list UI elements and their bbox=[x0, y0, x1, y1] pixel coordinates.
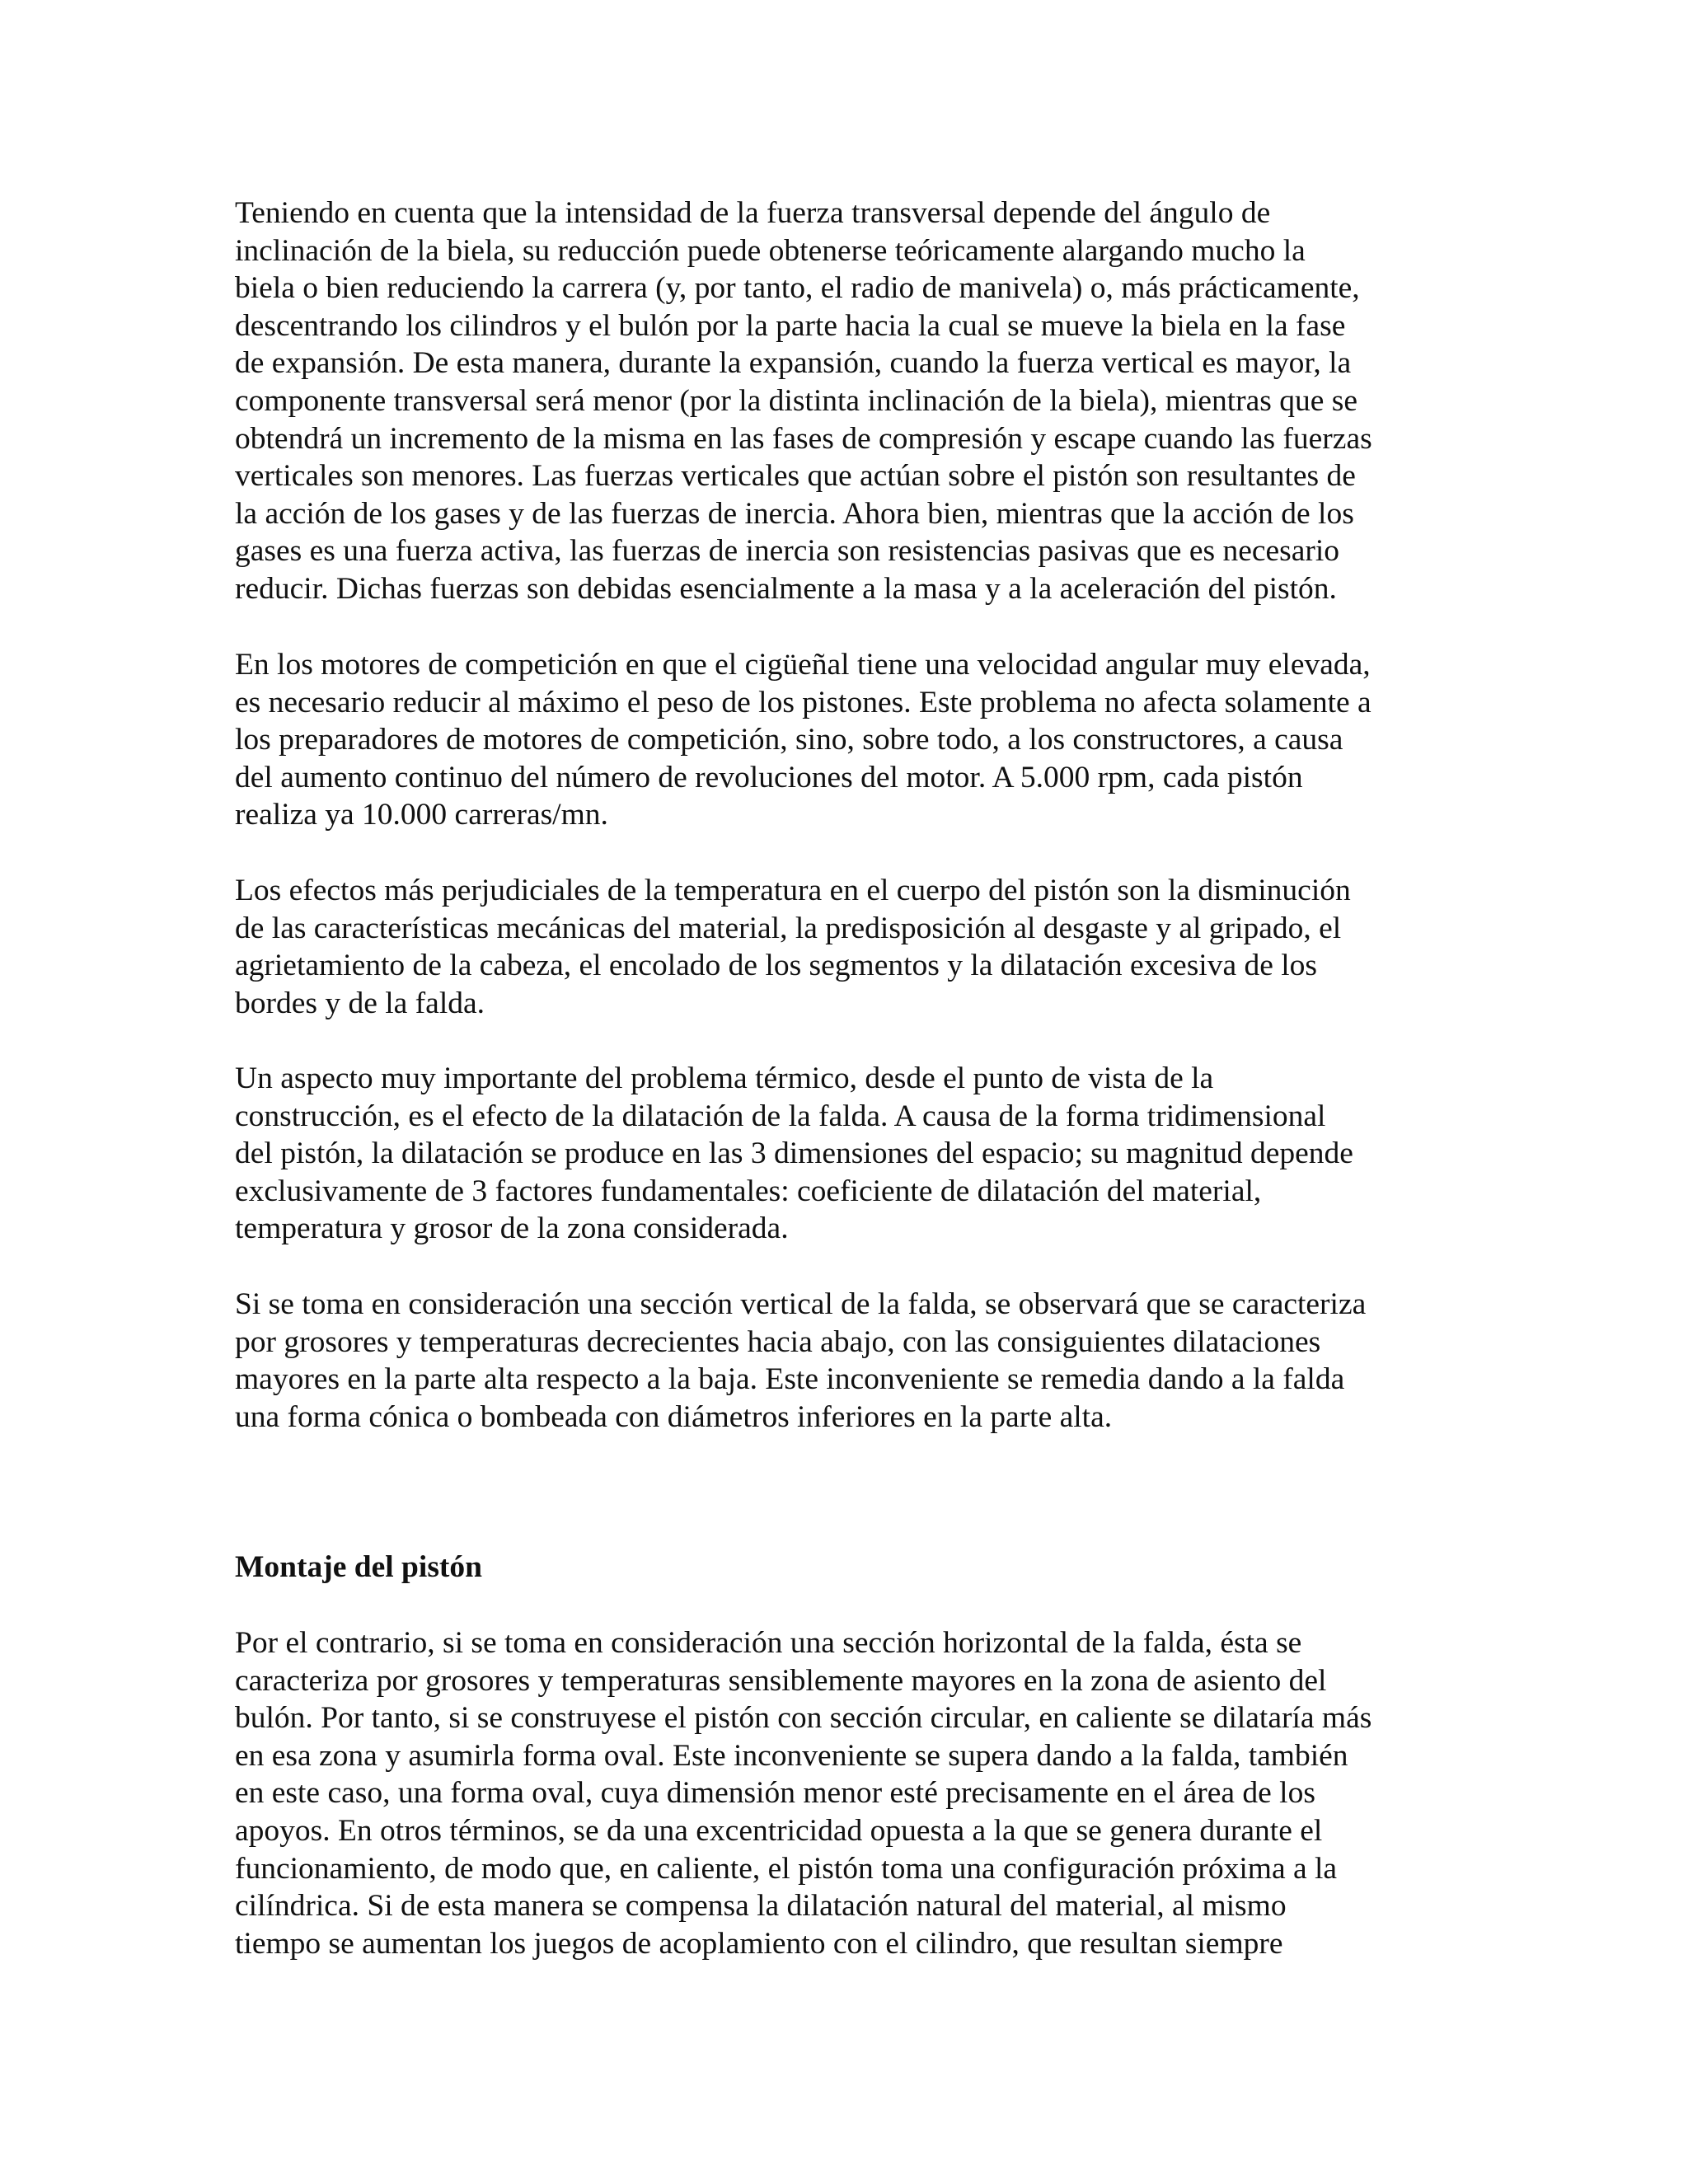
text-line: Por el contrario, si se toma en consideración una sección horizontal de la falda, ésta se bbox=[235, 1626, 1302, 1660]
text-line: reducir. Dichas fuerzas son debidas esencialmente a la masa y a la aceleración del pistón. bbox=[235, 571, 1337, 606]
heading-text: Montaje del pistón bbox=[235, 1550, 482, 1584]
text-line: bordes y de la falda. bbox=[235, 986, 485, 1020]
paragraph-vertical-section bbox=[235, 1286, 1455, 1436]
text-line: los preparadores de motores de competición, sino, sobre todo, a los constructores, a causa bbox=[235, 723, 1343, 757]
text-line: construcción, es el efecto de la dilatación de la falda. A causa de la forma tridimensional bbox=[235, 1099, 1326, 1133]
text-line: bulón. Por tanto, si se construyese el pistón con sección circular, en caliente se dilataría más bbox=[235, 1701, 1372, 1736]
text-line: una forma cónica o bombeada con diámetros inferiores en la parte alta. bbox=[235, 1399, 1113, 1434]
text-line: del pistón, la dilatación se produce en las 3 dimensiones del espacio; su magnitud depende bbox=[235, 1137, 1353, 1171]
text-line: gases es una fuerza activa, las fuerzas de inercia son resistencias pasivas que es necesario bbox=[235, 534, 1340, 569]
text-line: temperatura y grosor de la zona considerada. bbox=[235, 1212, 789, 1246]
paragraph-temperature-effects bbox=[235, 872, 1455, 1022]
text-line: inclinación de la biela, su reducción puede obtenerse teóricamente alargando mucho la bbox=[235, 233, 1306, 268]
text-line: cilíndrica. Si de esta manera se compensa la dilatación natural del material, al mismo bbox=[235, 1889, 1287, 1924]
text-line: verticales son menores. Las fuerzas verticales que actúan sobre el pistón son resultantes de bbox=[235, 459, 1356, 494]
text-line: Los efectos más perjudiciales de la temperatura en el cuerpo del pistón son la disminución bbox=[235, 874, 1351, 907]
text-line: Teniendo en cuenta que la intensidad de la fuerza transversal depende del ángulo de bbox=[235, 196, 1271, 230]
text-line: realiza ya 10.000 carreras/mn. bbox=[235, 798, 608, 832]
text-line: caracteriza por grosores y temperaturas sensiblemente mayores en la zona de asiento del bbox=[235, 1663, 1327, 1698]
text-line: tiempo se aumentan los juegos de acoplamiento con el cilindro, que resultan siempre bbox=[235, 1926, 1283, 1961]
text-line: Un aspecto muy importante del problema térmico, desde el punto de vista de la bbox=[235, 1062, 1214, 1095]
text-line: en este caso, una forma oval, cuya dimensión menor esté precisamente en el área de los bbox=[235, 1776, 1315, 1811]
text-line: Si se toma en consideración una sección vertical de la falda, se observará que se caracteriza bbox=[235, 1287, 1367, 1321]
text-line: de expansión. De esta manera, durante la expansión, cuando la fuerza vertical es mayor, la bbox=[235, 346, 1352, 381]
paragraph-competition-engines bbox=[235, 646, 1455, 834]
text-line: por grosores y temperaturas decrecientes hacia abajo, con las consiguientes dilataciones bbox=[235, 1324, 1321, 1359]
text-line: componente transversal será menor (por la distinta inclinación de la biela), mientras que se bbox=[235, 383, 1358, 418]
text-line: la acción de los gases y de las fuerzas de inercia. Ahora bien, mientras que la acción de los bbox=[235, 496, 1354, 531]
text-line: apoyos. En otros términos, se da una excentricidad opuesta a la que se genera durante el bbox=[235, 1813, 1323, 1848]
text-line: mayores en la parte alta respecto a la baja. Este inconveniente se remedia dando a la falda bbox=[235, 1362, 1345, 1397]
text-line: obtendrá un incremento de la misma en las fases de compresión y escape cuando las fuerzas bbox=[235, 421, 1372, 456]
text-line: descentrando los cilindros y el bulón por la parte hacia la cual se mueve la biela en la fase bbox=[235, 308, 1346, 343]
text-line: biela o bien reduciendo la carrera (y, por tanto, el radio de manivela) o, más prácticamente, bbox=[235, 271, 1360, 306]
text-line: en esa zona y asumirla forma oval. Este inconveniente se supera dando a la falda, también bbox=[235, 1738, 1348, 1773]
section-heading bbox=[235, 1549, 1455, 1586]
text-line: En los motores de competición en que el cigüeñal tiene una velocidad angular muy elevada, bbox=[235, 648, 1371, 682]
text-line: de las características mecánicas del material, la predisposición al desgaste y al gripado, el bbox=[235, 911, 1342, 945]
paragraph-thermal-problem bbox=[235, 1060, 1455, 1248]
text-line: exclusivamente de 3 factores fundamentales: coeficiente de dilatación del material, bbox=[235, 1174, 1262, 1208]
paragraph-horizontal-section bbox=[235, 1624, 1455, 1962]
text-line: es necesario reducir al máximo el peso de los pistones. Este problema no afecta solamente a bbox=[235, 685, 1372, 719]
text-line: funcionamiento, de modo que, en caliente, el pistón toma una configuración próxima a la bbox=[235, 1851, 1338, 1886]
paragraph-lateral-force bbox=[235, 194, 1455, 608]
text-line: del aumento continuo del número de revoluciones del motor. A 5.000 rpm, cada pistón bbox=[235, 760, 1303, 794]
text-line: agrietamiento de la cabeza, el encolado de los segmentos y la dilatación excesiva de los bbox=[235, 949, 1318, 983]
